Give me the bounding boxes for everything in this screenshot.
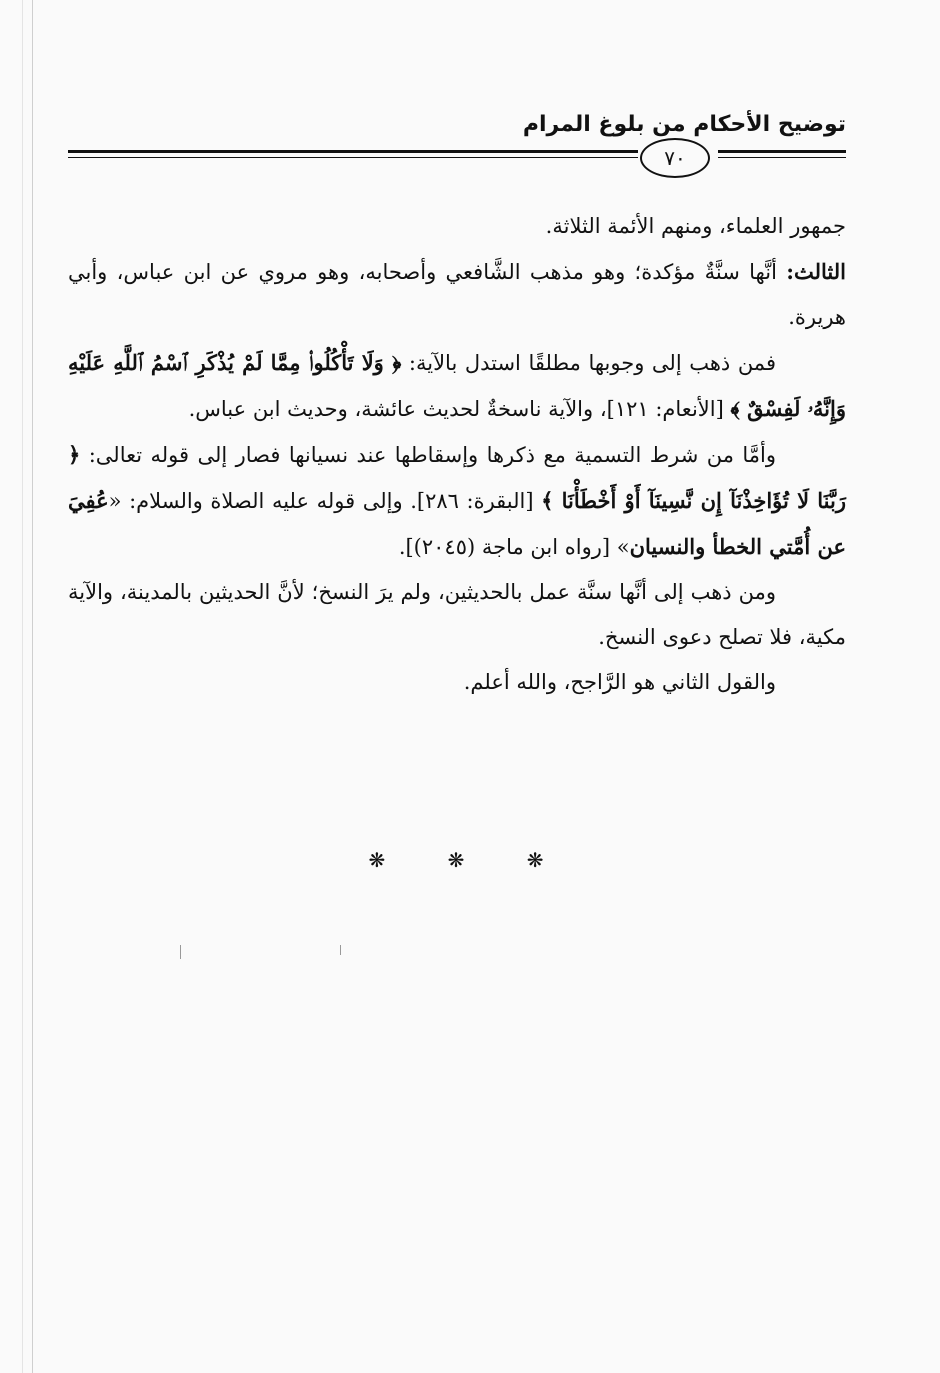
page-body (68, 204, 846, 705)
paragraph (68, 249, 846, 340)
paragraph: والقول الثاني هو الرَّاجح، والله أعلم. (463, 670, 776, 694)
header-rule (68, 157, 638, 158)
page-edge-line (32, 0, 33, 1373)
quran-verse: ﴿ رَبَّنَا لَا تُؤَاخِذْنَآ إِن نَّسِينَآ أَوْ أَخْطَأْنَا ﴾ (68, 442, 846, 513)
paragraph (68, 340, 846, 432)
paragraph (68, 432, 846, 570)
section-separator: ❋ ❋ ❋ (368, 848, 572, 872)
page-header (68, 100, 846, 180)
paragraph-text: وأمَّا من شرط التسمية مع ذكرها وإسقاطها عند نسيانها فصار إلى قوله تعالى: (80, 443, 776, 467)
header-rule (68, 150, 638, 153)
paragraph-text: فمن ذهب إلى وجوبها مطلقًا استدل بالآية: (401, 351, 776, 375)
paragraph-text: [البقرة: ٢٨٦]. وإلى قوله عليه الصلاة والسلام: « (108, 489, 542, 513)
paragraph-text: [الأنعام: ١٢١]، والآية ناسخةٌ لحديث عائشة، وحديث ابن عباس. (188, 397, 731, 421)
header-rule (718, 157, 846, 158)
paragraph-label: الثالث: (786, 259, 846, 284)
header-rule (718, 150, 846, 153)
scan-speck (180, 945, 181, 959)
scan-speck (340, 945, 341, 955)
paragraph: ومن ذهب إلى أنَّها سنَّة عمل بالحديثين، ولم يرَ النسخ؛ لأنَّ الحديثين بالمدينة، والآية مكية، فلا تصلح دعوى النسخ. (68, 580, 846, 649)
paragraph-text: أنَّها سنَّةٌ مؤكدة؛ وهو مذهب الشَّافعي وأصحابه، وهو مروي عن ابن عباس، وأبي هريرة. (68, 260, 846, 329)
paragraph: جمهور العلماء، ومنهم الأئمة الثلاثة. (545, 214, 846, 238)
book-title: توضيح الأحكام من بلوغ المرام (522, 112, 846, 137)
quran-verse: ﴿ وَلَا تَأْكُلُوا۟ مِمَّا لَمْ يُذْكَرِ ٱسْمُ ٱللَّهِ عَلَيْهِ وَإِنَّهُۥ لَفِسْقٌ ﴾ (68, 350, 846, 421)
hadith-text: عُفِيَ عن أُمَّتي الخطأ والنسيان (68, 488, 846, 559)
page-edge-line (22, 0, 23, 1373)
page-number: ٧٠ (640, 138, 710, 178)
paragraph-text: » [رواه ابن ماجة (٢٠٤٥)]. (398, 535, 630, 559)
